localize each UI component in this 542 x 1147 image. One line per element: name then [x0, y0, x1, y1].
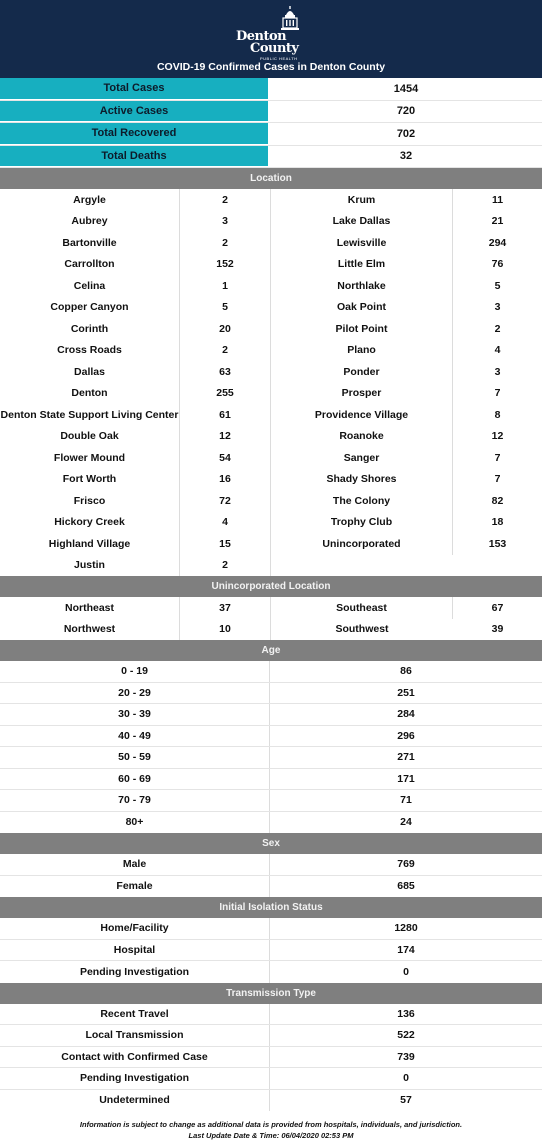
footer-note: Information is subject to change as additional data is provided from hospitals, individuals, and jurisdiction.	[79, 1120, 463, 1129]
row-value: 284	[397, 708, 415, 721]
location-count: 4	[180, 512, 271, 534]
row-label: Female	[0, 876, 270, 898]
location-name: Lewisville	[271, 232, 453, 254]
table-row	[0, 683, 542, 705]
row-value: 171	[397, 772, 415, 785]
location-count: 15	[180, 533, 271, 555]
location-count: 7	[494, 473, 501, 486]
logo-line-1: Denton	[236, 29, 287, 44]
logo-line-2: County	[250, 41, 299, 56]
location-table	[0, 189, 542, 576]
location-count: 8	[494, 408, 501, 421]
location-name: Southeast	[271, 597, 453, 619]
table-row	[0, 447, 542, 469]
row-label: Undetermined	[0, 1090, 270, 1112]
total-cases-value: 1454	[393, 82, 419, 95]
table-row	[0, 619, 542, 641]
totals-table	[0, 78, 542, 168]
location-count: 1	[180, 275, 271, 297]
row-value: 136	[397, 1007, 415, 1020]
table-row	[0, 876, 542, 898]
location-count: 61	[180, 404, 271, 426]
transmission-heading: Transmission Type	[0, 983, 542, 1004]
row-value: 522	[397, 1029, 415, 1042]
table-row	[0, 769, 542, 791]
location-count: 7	[494, 387, 501, 400]
location-name: Krum	[271, 189, 453, 211]
table-row	[0, 1004, 542, 1026]
location-name: Highland Village	[0, 533, 180, 555]
location-count: 20	[180, 318, 271, 340]
logo-line-3: PUBLIC HEALTH	[260, 56, 298, 61]
location-count: 3	[494, 301, 501, 314]
location-count: 2	[180, 555, 271, 577]
table-row	[0, 211, 542, 233]
unincorporated-table	[0, 597, 542, 640]
sex-heading: Sex	[0, 833, 542, 854]
row-value: 174	[397, 943, 415, 956]
table-row	[0, 940, 542, 962]
location-count: 255	[180, 383, 271, 405]
location-count: 2	[180, 232, 271, 254]
location-count: 3	[180, 211, 271, 233]
location-count: 294	[488, 236, 507, 249]
row-value: 271	[397, 751, 415, 764]
row-label: 70 - 79	[0, 790, 270, 811]
location-name: Cross Roads	[0, 340, 180, 362]
row-value: 57	[400, 1094, 412, 1107]
location-count: 76	[491, 258, 504, 271]
location-name: Flower Mound	[0, 447, 180, 469]
location-name: Prosper	[271, 383, 453, 405]
total-deaths-label: Total Deaths	[0, 146, 270, 168]
row-label: 40 - 49	[0, 726, 270, 747]
row-value: 685	[397, 880, 415, 893]
location-name: Denton State Support Living Center	[0, 404, 180, 426]
location-name: Shady Shores	[271, 469, 453, 491]
row-value: 24	[400, 816, 412, 829]
location-count: 5	[180, 297, 271, 319]
location-name: Ponder	[271, 361, 453, 383]
table-row	[0, 512, 542, 534]
table-row	[0, 1047, 542, 1069]
location-count: 72	[180, 490, 271, 512]
active-cases-row	[0, 101, 542, 124]
transmission-table	[0, 1004, 542, 1112]
total-recovered-label: Total Recovered	[0, 123, 270, 145]
location-name: Oak Point	[271, 297, 453, 319]
location-name: Corinth	[0, 318, 180, 340]
table-row	[0, 747, 542, 769]
total-cases-row	[0, 78, 542, 101]
location-count: 12	[180, 426, 271, 448]
page-header	[0, 0, 542, 78]
total-deaths-row	[0, 146, 542, 169]
row-label: Contact with Confirmed Case	[0, 1047, 270, 1068]
table-row	[0, 318, 542, 340]
row-value: 0	[403, 1072, 409, 1085]
total-deaths-value: 32	[399, 150, 413, 163]
row-value: 86	[400, 665, 412, 678]
location-name: Little Elm	[271, 254, 453, 276]
active-cases-label: Active Cases	[0, 101, 270, 123]
table-row	[0, 854, 542, 876]
table-row	[0, 426, 542, 448]
location-count: 153	[488, 537, 507, 550]
location-name: Plano	[271, 340, 453, 362]
table-row	[0, 661, 542, 683]
table-row	[0, 790, 542, 812]
row-label: Pending Investigation	[0, 961, 270, 983]
location-count: 18	[491, 516, 504, 529]
table-row	[0, 961, 542, 983]
isolation-heading: Initial Isolation Status	[0, 897, 542, 918]
location-name: Northwest	[0, 619, 180, 641]
age-heading: Age	[0, 640, 542, 661]
sex-table	[0, 854, 542, 897]
location-count: 5	[494, 279, 501, 292]
row-value: 0	[403, 965, 409, 978]
table-row	[0, 812, 542, 834]
location-count: 67	[491, 601, 504, 614]
location-name: Justin	[0, 555, 180, 577]
table-row	[0, 1068, 542, 1090]
location-name: Unincorporated	[271, 533, 453, 555]
table-row	[0, 232, 542, 254]
row-label: Pending Investigation	[0, 1068, 270, 1089]
location-count: 82	[491, 494, 504, 507]
location-name: Northeast	[0, 597, 180, 619]
row-label: Home/Facility	[0, 918, 270, 939]
table-row	[0, 189, 542, 211]
table-row	[0, 340, 542, 362]
active-cases-value: 720	[396, 105, 416, 118]
table-row	[0, 361, 542, 383]
total-recovered-row	[0, 123, 542, 146]
location-name: Argyle	[0, 189, 180, 211]
table-row	[0, 1090, 542, 1112]
location-name: Roanoke	[271, 426, 453, 448]
location-count: 16	[180, 469, 271, 491]
isolation-table	[0, 918, 542, 983]
location-name: Dallas	[0, 361, 180, 383]
location-name: Southwest	[335, 623, 389, 636]
location-count: 39	[491, 623, 504, 636]
row-value: 296	[397, 729, 415, 742]
location-name: Copper Canyon	[0, 297, 180, 319]
location-count: 21	[491, 215, 504, 228]
location-name: Pilot Point	[271, 318, 453, 340]
location-name: Denton	[0, 383, 180, 405]
row-label: 30 - 39	[0, 704, 270, 725]
table-row	[0, 555, 542, 577]
location-count: 10	[180, 619, 271, 641]
location-count: 2	[180, 340, 271, 362]
row-value: 1280	[394, 922, 418, 935]
location-name: Northlake	[271, 275, 453, 297]
table-row	[0, 404, 542, 426]
page-title: COVID-19 Confirmed Cases in Denton County	[156, 61, 386, 73]
location-count: 2	[494, 322, 501, 335]
table-row	[0, 918, 542, 940]
location-count: 11	[491, 193, 504, 206]
location-name: Fort Worth	[0, 469, 180, 491]
location-name: Frisco	[0, 490, 180, 512]
location-name: Lake Dallas	[271, 211, 453, 233]
row-label: Male	[0, 854, 270, 875]
table-row	[0, 383, 542, 405]
row-label: 60 - 69	[0, 769, 270, 790]
location-count	[453, 555, 542, 577]
footer-updated: Last Update Date & Time: 06/04/2020 02:53 PM	[188, 1131, 354, 1140]
table-row	[0, 297, 542, 319]
location-count: 7	[494, 451, 501, 464]
location-name: Hickory Creek	[0, 512, 180, 534]
location-name: Double Oak	[0, 426, 180, 448]
location-count: 37	[180, 597, 271, 619]
location-name: Sanger	[271, 447, 453, 469]
row-label: 0 - 19	[0, 661, 270, 682]
row-label: Recent Travel	[0, 1004, 270, 1025]
location-name	[271, 555, 453, 577]
table-row	[0, 533, 542, 555]
location-heading: Location	[0, 168, 542, 189]
location-name: Aubrey	[0, 211, 180, 233]
location-count: 2	[180, 189, 271, 211]
denton-county-logo	[236, 6, 308, 60]
table-row	[0, 254, 542, 276]
table-row	[0, 597, 542, 619]
unincorporated-heading: Unincorporated Location	[0, 576, 542, 597]
location-count: 4	[494, 344, 501, 357]
table-row	[0, 726, 542, 748]
total-recovered-value: 702	[396, 127, 416, 140]
row-value: 739	[397, 1050, 415, 1063]
row-value: 769	[397, 858, 415, 871]
location-name: The Colony	[271, 490, 453, 512]
location-name: Trophy Club	[271, 512, 453, 534]
location-name: Celina	[0, 275, 180, 297]
footer	[0, 1111, 542, 1141]
location-name: Bartonville	[0, 232, 180, 254]
table-row	[0, 490, 542, 512]
row-value: 251	[397, 686, 415, 699]
row-label: 50 - 59	[0, 747, 270, 768]
table-row	[0, 469, 542, 491]
row-label: 20 - 29	[0, 683, 270, 704]
row-label: Hospital	[0, 940, 270, 961]
location-name: Providence Village	[271, 404, 453, 426]
location-name: Carrollton	[0, 254, 180, 276]
row-label: Local Transmission	[0, 1025, 270, 1046]
row-value: 71	[400, 794, 412, 807]
location-count: 54	[180, 447, 271, 469]
table-row	[0, 704, 542, 726]
location-count: 63	[180, 361, 271, 383]
location-count: 152	[180, 254, 271, 276]
row-label: 80+	[0, 812, 270, 834]
total-cases-label: Total Cases	[0, 78, 270, 100]
location-count: 12	[491, 430, 504, 443]
location-count: 3	[494, 365, 501, 378]
table-row	[0, 275, 542, 297]
table-row	[0, 1025, 542, 1047]
age-table	[0, 661, 542, 833]
